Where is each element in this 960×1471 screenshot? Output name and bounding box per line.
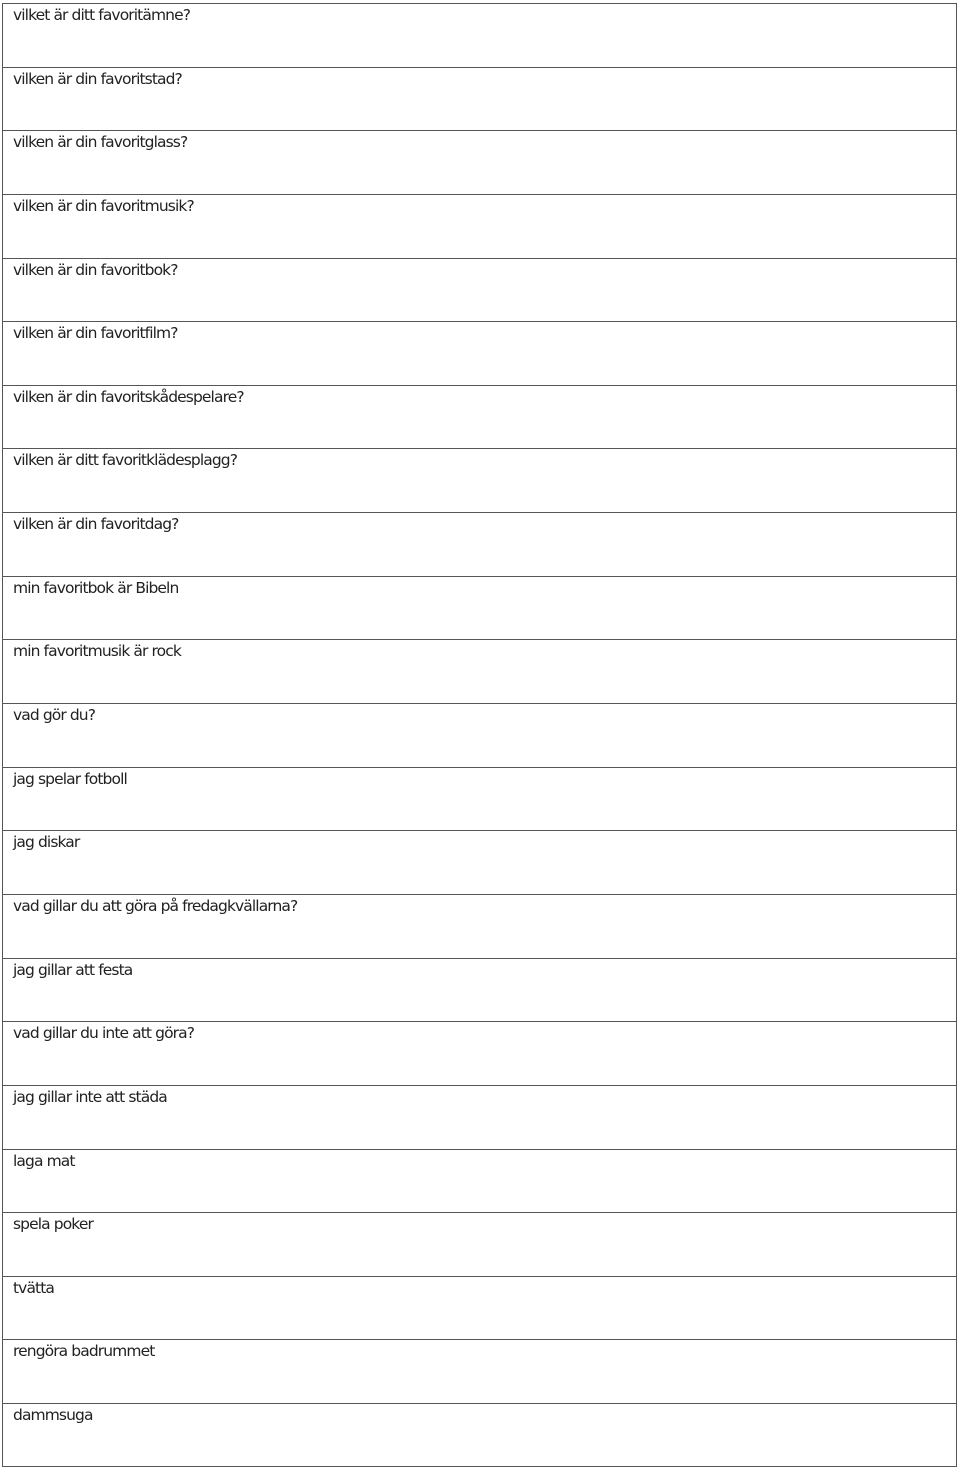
row-text: vad gillar du att göra på fredagkvällarna?	[13, 896, 298, 915]
table-row	[3, 640, 956, 704]
row-text: vilken är ditt favoritklädesplagg?	[13, 451, 238, 470]
table-row	[3, 513, 956, 577]
table-row	[3, 259, 956, 323]
table-row	[3, 1086, 956, 1150]
table-row	[3, 1150, 956, 1214]
table-row	[3, 768, 956, 832]
table-row	[3, 704, 956, 768]
row-text: laga mat	[13, 1151, 75, 1170]
table-row	[3, 4, 956, 68]
table-row	[3, 195, 956, 259]
row-text: spela poker	[13, 1215, 93, 1234]
row-text: tvätta	[13, 1278, 55, 1297]
row-text: dammsuga	[13, 1406, 93, 1425]
row-text: jag diskar	[13, 833, 80, 852]
table-row	[3, 1022, 956, 1086]
row-text: vilken är din favoritglass?	[13, 133, 188, 152]
table-row	[3, 577, 956, 641]
table-row	[3, 895, 956, 959]
row-text: vilken är din favoritskådespelare?	[13, 387, 244, 406]
row-text: min favoritmusik är rock	[13, 642, 181, 661]
row-text: min favoritbok är Bibeln	[13, 578, 179, 597]
row-text: vilken är din favoritfilm?	[13, 324, 178, 343]
row-text: vad gillar du inte att göra?	[13, 1024, 195, 1043]
row-text: vad gör du?	[13, 706, 96, 725]
row-text: jag gillar inte att städa	[13, 1087, 167, 1106]
row-text: rengöra badrummet	[13, 1342, 155, 1361]
row-text: vilken är din favoritmusik?	[13, 196, 194, 215]
row-text: vilken är din favoritstad?	[13, 69, 182, 88]
row-text: jag gillar att festa	[13, 960, 133, 979]
table-row	[3, 1340, 956, 1404]
table-row	[3, 449, 956, 513]
table-row	[3, 1277, 956, 1341]
table-row	[3, 386, 956, 450]
table-row	[3, 131, 956, 195]
table-row	[3, 959, 956, 1023]
table-row	[3, 322, 956, 386]
row-text: vilket är ditt favoritämne?	[13, 6, 191, 24]
row-text: vilken är din favoritdag?	[13, 515, 179, 534]
table-row	[3, 1213, 956, 1277]
row-text: jag spelar fotboll	[13, 769, 127, 788]
worksheet-table	[2, 3, 957, 1467]
table-row	[3, 68, 956, 132]
table-row	[3, 831, 956, 895]
table-row	[3, 1404, 956, 1468]
row-text: vilken är din favoritbok?	[13, 260, 178, 279]
